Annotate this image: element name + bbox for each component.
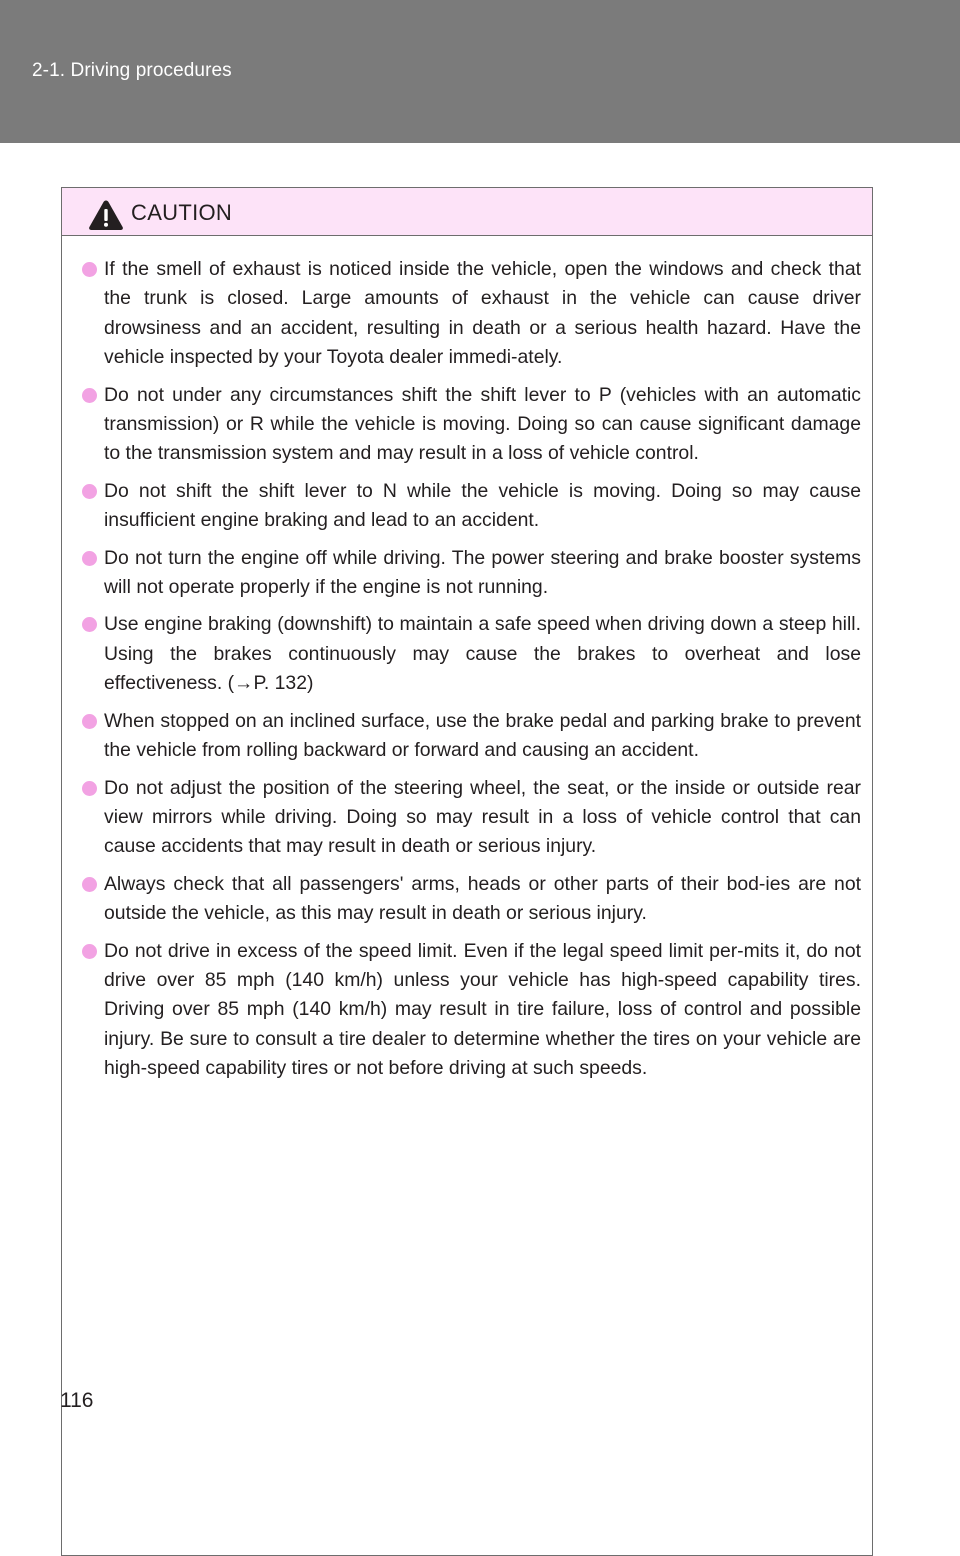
caution-item — [82, 255, 861, 373]
bullet-icon — [82, 714, 97, 729]
caution-item-text: If the smell of exhaust is noticed inside the vehicle, open the windows and check that the trunk is closed. Large amounts of exhaust in the vehicle can cause driver drowsiness and an accident, resulting in death or a serious health hazard. Have the vehicle inspected by your Toyota dealer immedi-ately. — [104, 258, 861, 369]
caution-item-text: Use engine braking (downshift) to maintain a safe speed when driving down a steep hill. Using the brakes continuously may cause the brakes to overheat and lose effectiveness. (→P. 132) — [104, 613, 861, 695]
section-title: 2-1. Driving procedures — [32, 60, 232, 81]
caution-item — [82, 381, 861, 469]
caution-item-text: Do not shift the shift lever to N while the vehicle is moving. Doing so may cause insufficient engine braking and lead to an accident. — [104, 479, 861, 532]
bullet-icon — [82, 551, 97, 566]
warning-triangle-icon — [88, 199, 124, 231]
bullet-icon — [82, 262, 97, 277]
caution-item-text: Always check that all passengers' arms, heads or other parts of their bod-ies are not outside the vehicle, as this may result in death or serious injury. — [104, 872, 861, 925]
caution-item-text: Do not adjust the position of the steering wheel, the seat, or the inside or outside rear view mirrors while driving. Doing so may result in a loss of vehicle control that can cause accidents that may result in death or serious injury. — [104, 776, 861, 858]
caution-item-text: When stopped on an inclined surface, use the brake pedal and parking brake to prevent the vehicle from rolling backward or forward and causing an accident. — [104, 709, 861, 762]
caution-item — [82, 774, 861, 862]
caution-item — [82, 937, 861, 1084]
caution-item-text: Do not turn the engine off while driving. The power steering and brake booster systems will not operate properly if the engine is not running. — [104, 546, 861, 599]
page-number: 116 — [60, 1389, 94, 1412]
caution-item — [82, 707, 861, 766]
caution-section — [61, 187, 873, 1556]
bullet-icon — [82, 484, 97, 499]
caution-item — [82, 610, 861, 698]
bullet-icon — [82, 388, 97, 403]
caution-item — [82, 477, 861, 536]
bullet-icon — [82, 944, 97, 959]
bullet-icon — [82, 617, 97, 632]
caution-item-text: Do not drive in excess of the speed limit. Even if the legal speed limit per-mits it, do not drive over 85 mph (140 km/h) unless your vehicle has high-speed capability tires. Driving over 85 mph (140 km/h) may result in tire failure, loss of control and possible injury. Be sure to consult a tire dealer to determine whether the tires on your vehicle are high-speed capability tires or not before driving at such speeds. — [104, 939, 861, 1080]
header-band — [0, 0, 960, 143]
caution-header — [62, 188, 872, 236]
bullet-icon — [82, 877, 97, 892]
caution-list — [62, 236, 872, 1084]
caution-item — [82, 544, 861, 603]
caution-item — [82, 870, 861, 929]
bullet-icon — [82, 781, 97, 796]
caution-title: CAUTION — [131, 200, 233, 225]
caution-item-text: Do not under any circumstances shift the shift lever to P (vehicles with an automatic transmission) or R while the vehicle is moving. Doing so can cause significant damage to the transmission system and may result in a loss of vehicle control. — [104, 383, 861, 465]
